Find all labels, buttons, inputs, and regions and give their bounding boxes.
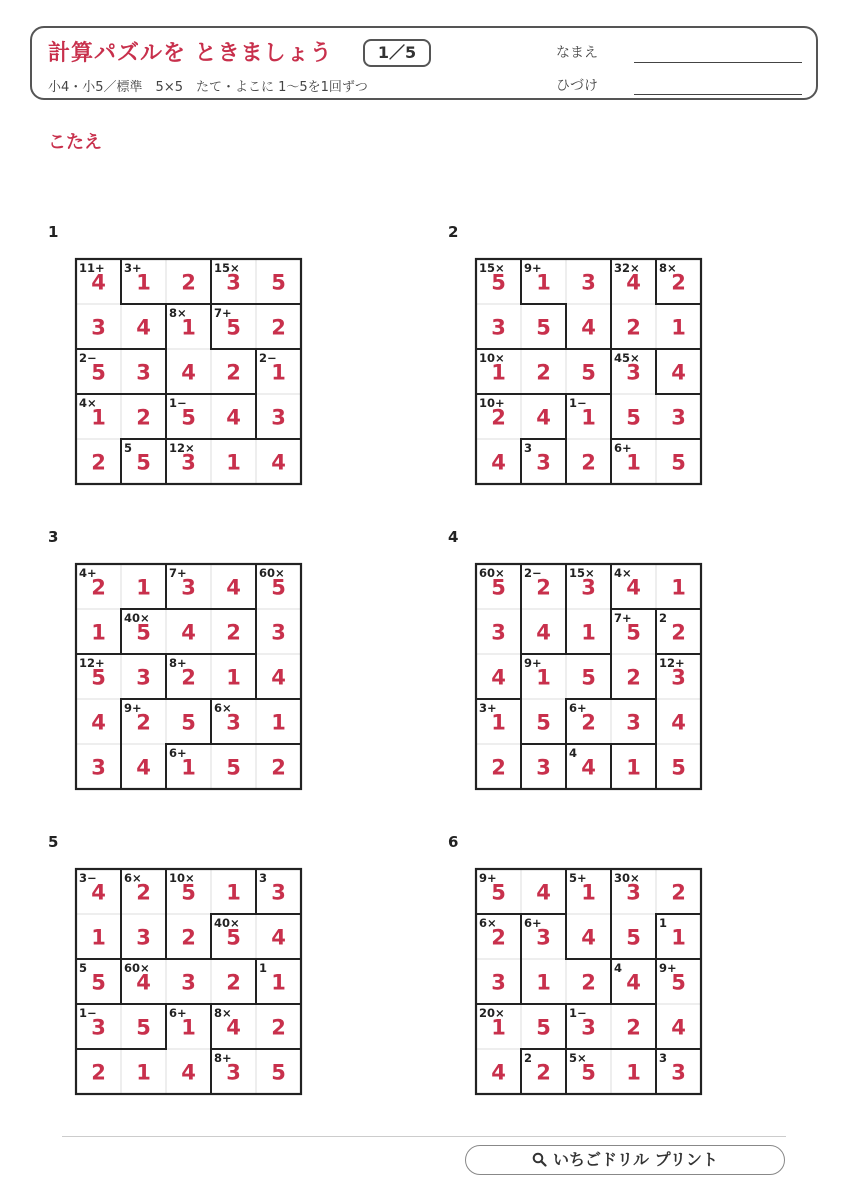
puzzle-grid <box>476 259 701 484</box>
answer-digit: 2 <box>671 270 686 295</box>
cage-clue: 10+ <box>479 396 505 410</box>
puzzle-grid <box>76 564 301 789</box>
answer-digit: 4 <box>181 620 196 645</box>
cage-clue: 6× <box>479 916 497 930</box>
answer-digit: 3 <box>536 450 551 475</box>
answer-digit: 4 <box>136 755 151 780</box>
cage-clue: 60× <box>259 566 285 580</box>
answer-digit: 4 <box>271 925 286 950</box>
puzzle-grid <box>476 564 701 789</box>
answer-digit: 3 <box>536 925 551 950</box>
answer-digit: 4 <box>536 405 551 430</box>
cage-clue: 12+ <box>79 656 105 670</box>
cage-clue: 7+ <box>614 611 632 625</box>
answer-digit: 1 <box>91 405 106 430</box>
cage-clue: 3− <box>79 871 97 885</box>
answer-digit: 4 <box>226 1015 241 1040</box>
answer-digit: 4 <box>226 405 241 430</box>
cage-clue: 6+ <box>169 746 187 760</box>
answer-digit: 3 <box>91 315 106 340</box>
answer-digit: 3 <box>271 620 286 645</box>
answer-digit: 5 <box>136 450 151 475</box>
answer-digit: 1 <box>136 270 151 295</box>
answer-digit: 1 <box>581 405 596 430</box>
answer-digit: 2 <box>491 925 506 950</box>
answer-digit: 1 <box>581 620 596 645</box>
answer-digit: 5 <box>91 970 106 995</box>
answer-digit: 2 <box>626 315 641 340</box>
puzzle-number: 2 <box>448 223 459 241</box>
answer-digit: 3 <box>91 755 106 780</box>
answer-digit: 1 <box>226 450 241 475</box>
answer-digit: 1 <box>536 970 551 995</box>
answer-digit: 5 <box>136 620 151 645</box>
cage-clue: 5 <box>124 441 133 455</box>
answer-digit: 2 <box>226 970 241 995</box>
header-box <box>30 26 818 100</box>
answer-digit: 2 <box>226 360 241 385</box>
answer-digit: 5 <box>491 880 506 905</box>
answer-digit: 5 <box>271 270 286 295</box>
cage-clue: 3 <box>259 871 268 885</box>
answer-digit: 3 <box>536 755 551 780</box>
puzzle-number: 3 <box>48 528 59 546</box>
answer-digit: 1 <box>271 970 286 995</box>
cage-clue: 1− <box>569 1006 587 1020</box>
answer-digit: 1 <box>491 1015 506 1040</box>
answer-digit: 4 <box>671 710 686 735</box>
answer-digit: 2 <box>271 755 286 780</box>
cage-clue: 1− <box>79 1006 97 1020</box>
date-line[interactable] <box>634 94 802 95</box>
answer-digit: 4 <box>536 880 551 905</box>
cage-clue: 4 <box>614 961 623 975</box>
answer-digit: 1 <box>491 710 506 735</box>
answer-digit: 5 <box>491 575 506 600</box>
answer-digit: 4 <box>91 710 106 735</box>
answer-digit: 2 <box>271 1015 286 1040</box>
cage-clue: 4× <box>614 566 632 580</box>
answer-digit: 5 <box>626 620 641 645</box>
cage-clue: 5× <box>569 1051 587 1065</box>
answer-digit: 2 <box>626 665 641 690</box>
cage-clue: 12+ <box>659 656 685 670</box>
answer-digit: 3 <box>581 575 596 600</box>
puzzle-number: 6 <box>448 833 459 851</box>
cage-clue: 10× <box>479 351 505 365</box>
answer-digit: 3 <box>91 1015 106 1040</box>
answer-digit: 3 <box>181 450 196 475</box>
cage-clue: 5+ <box>569 871 587 885</box>
cage-clue: 8+ <box>169 656 187 670</box>
answer-digit: 5 <box>226 925 241 950</box>
answer-digit: 1 <box>136 575 151 600</box>
cage-clue: 6+ <box>169 1006 187 1020</box>
answer-digit: 5 <box>271 575 286 600</box>
answer-digit: 3 <box>581 270 596 295</box>
answer-digit: 3 <box>626 880 641 905</box>
cage-clue: 1 <box>259 961 268 975</box>
answer-digit: 3 <box>491 315 506 340</box>
answer-digit: 2 <box>626 1015 641 1040</box>
answer-digit: 4 <box>491 1060 506 1085</box>
answer-digit: 5 <box>671 970 686 995</box>
footer-brand: いちごドリル プリント <box>553 1150 718 1169</box>
answer-digit: 3 <box>671 665 686 690</box>
answer-digit: 4 <box>226 575 241 600</box>
cage-clue: 2 <box>659 611 668 625</box>
answer-digit: 4 <box>671 360 686 385</box>
cage-clue: 1 <box>659 916 668 930</box>
cage-clue: 30× <box>614 871 640 885</box>
answer-digit: 2 <box>91 450 106 475</box>
cage-clue: 40× <box>214 916 240 930</box>
answer-digit: 4 <box>671 1015 686 1040</box>
page-badge: 1／5 <box>363 39 431 67</box>
answer-digit: 2 <box>671 880 686 905</box>
cage-clue: 15× <box>214 261 240 275</box>
cage-clue: 15× <box>479 261 505 275</box>
answer-digit: 3 <box>181 970 196 995</box>
answer-digit: 4 <box>136 315 151 340</box>
answer-digit: 1 <box>671 925 686 950</box>
answer-digit: 5 <box>491 270 506 295</box>
answer-digit: 2 <box>136 880 151 905</box>
answer-digit: 4 <box>91 270 106 295</box>
answer-digit: 5 <box>181 405 196 430</box>
cage-clue: 7+ <box>214 306 232 320</box>
answer-digit: 1 <box>136 1060 151 1085</box>
answer-digit: 2 <box>91 1060 106 1085</box>
cage-clue: 9+ <box>659 961 677 975</box>
answer-digit: 2 <box>181 665 196 690</box>
answer-digit: 3 <box>181 575 196 600</box>
answer-digit: 5 <box>536 710 551 735</box>
cage-clue: 2 <box>524 1051 533 1065</box>
cage-clue: 6+ <box>614 441 632 455</box>
answer-digit: 4 <box>271 665 286 690</box>
answer-digit: 5 <box>626 405 641 430</box>
answer-digit: 3 <box>491 970 506 995</box>
name-label: なまえ <box>556 45 598 61</box>
answer-digit: 3 <box>226 1060 241 1085</box>
answer-digit: 1 <box>581 880 596 905</box>
search-icon <box>532 1146 547 1174</box>
cage-clue: 3+ <box>124 261 142 275</box>
answer-digit: 3 <box>226 710 241 735</box>
answer-digit: 3 <box>226 270 241 295</box>
cage-clue: 6× <box>124 871 142 885</box>
cage-clue: 1− <box>169 396 187 410</box>
answer-digit: 4 <box>271 450 286 475</box>
cage-clue: 60× <box>124 961 150 975</box>
answer-digit: 2 <box>581 710 596 735</box>
answer-digit: 5 <box>271 1060 286 1085</box>
answer-digit: 4 <box>491 450 506 475</box>
answer-digit: 1 <box>181 1015 196 1040</box>
answer-digit: 5 <box>91 665 106 690</box>
puzzle-grid <box>76 869 301 1094</box>
answer-digit: 2 <box>181 925 196 950</box>
cage-clue: 40× <box>124 611 150 625</box>
cage-clue: 12× <box>169 441 195 455</box>
answer-digit: 1 <box>271 710 286 735</box>
puzzle-number: 4 <box>448 528 459 546</box>
answer-digit: 5 <box>136 1015 151 1040</box>
cage-clue: 8× <box>659 261 677 275</box>
answer-digit: 5 <box>181 710 196 735</box>
cage-clue: 3 <box>659 1051 668 1065</box>
answer-digit: 1 <box>91 620 106 645</box>
cage-clue: 1− <box>569 396 587 410</box>
puzzle-number: 1 <box>48 223 59 241</box>
answer-digit: 1 <box>626 450 641 475</box>
answer-digit: 4 <box>581 315 596 340</box>
answer-digit: 1 <box>536 665 551 690</box>
answer-digit: 4 <box>626 270 641 295</box>
cage-clue: 4 <box>569 746 578 760</box>
answer-digit: 3 <box>136 925 151 950</box>
answer-digit: 5 <box>536 1015 551 1040</box>
puzzle-number: 5 <box>48 833 59 851</box>
answer-digit: 3 <box>626 360 641 385</box>
cage-clue: 60× <box>479 566 505 580</box>
answer-digit: 2 <box>271 315 286 340</box>
answer-digit: 2 <box>136 710 151 735</box>
answer-digit: 2 <box>91 575 106 600</box>
cage-clue: 9+ <box>479 871 497 885</box>
answer-digit: 3 <box>626 710 641 735</box>
answer-digit: 2 <box>491 755 506 780</box>
answer-digit: 1 <box>181 755 196 780</box>
answer-digit: 4 <box>91 880 106 905</box>
answer-digit: 1 <box>671 575 686 600</box>
cage-clue: 15× <box>569 566 595 580</box>
cage-clue: 6× <box>214 701 232 715</box>
answer-label: こたえ <box>48 132 102 153</box>
cage-clue: 10× <box>169 871 195 885</box>
answer-digit: 1 <box>226 665 241 690</box>
answer-digit: 3 <box>271 880 286 905</box>
puzzle-grid <box>476 869 701 1094</box>
answer-digit: 4 <box>181 360 196 385</box>
answer-digit: 3 <box>136 360 151 385</box>
answer-digit: 4 <box>626 970 641 995</box>
answer-digit: 5 <box>626 925 641 950</box>
answer-digit: 2 <box>181 270 196 295</box>
cage-clue: 20× <box>479 1006 505 1020</box>
answer-digit: 4 <box>136 970 151 995</box>
answer-digit: 2 <box>581 450 596 475</box>
footer-divider <box>62 1136 786 1137</box>
answer-digit: 3 <box>581 1015 596 1040</box>
answer-digit: 1 <box>491 360 506 385</box>
answer-digit: 1 <box>536 270 551 295</box>
page-title: 計算パズルを ときましょう <box>48 41 333 66</box>
answer-digit: 1 <box>91 925 106 950</box>
answer-digit: 3 <box>271 405 286 430</box>
answer-digit: 3 <box>491 620 506 645</box>
cage-clue: 2− <box>524 566 542 580</box>
answer-digit: 1 <box>626 755 641 780</box>
answer-digit: 5 <box>226 315 241 340</box>
cage-clue: 9+ <box>524 261 542 275</box>
puzzle-grid <box>76 259 301 484</box>
answer-digit: 4 <box>491 665 506 690</box>
cage-clue: 7+ <box>169 566 187 580</box>
cage-clue: 2− <box>79 351 97 365</box>
answer-digit: 3 <box>671 1060 686 1085</box>
cage-clue: 5 <box>79 961 88 975</box>
cage-clue: 8× <box>169 306 187 320</box>
cage-clue: 2− <box>259 351 277 365</box>
answer-digit: 3 <box>671 405 686 430</box>
answer-digit: 1 <box>626 1060 641 1085</box>
cage-clue: 6+ <box>569 701 587 715</box>
answer-digit: 2 <box>536 575 551 600</box>
cage-clue: 6+ <box>524 916 542 930</box>
cage-clue: 45× <box>614 351 640 365</box>
answer-digit: 5 <box>581 360 596 385</box>
answer-digit: 5 <box>671 755 686 780</box>
cage-clue: 11+ <box>79 261 105 275</box>
answer-digit: 5 <box>91 360 106 385</box>
answer-digit: 2 <box>226 620 241 645</box>
answer-digit: 5 <box>226 755 241 780</box>
answer-digit: 3 <box>136 665 151 690</box>
footer-brand-button[interactable] <box>465 1145 785 1175</box>
cage-clue: 32× <box>614 261 640 275</box>
name-line[interactable] <box>634 62 802 63</box>
answer-digit: 1 <box>226 880 241 905</box>
answer-digit: 5 <box>536 315 551 340</box>
answer-digit: 1 <box>271 360 286 385</box>
answer-digit: 4 <box>581 925 596 950</box>
cage-clue: 3 <box>524 441 533 455</box>
answer-digit: 2 <box>536 360 551 385</box>
cage-clue: 4× <box>79 396 97 410</box>
answer-digit: 5 <box>581 1060 596 1085</box>
answer-digit: 2 <box>536 1060 551 1085</box>
answer-digit: 1 <box>181 315 196 340</box>
answer-digit: 5 <box>581 665 596 690</box>
cage-clue: 8× <box>214 1006 232 1020</box>
answer-digit: 2 <box>136 405 151 430</box>
answer-digit: 1 <box>671 315 686 340</box>
answer-digit: 4 <box>626 575 641 600</box>
answer-digit: 5 <box>181 880 196 905</box>
cage-clue: 9+ <box>524 656 542 670</box>
cage-clue: 8+ <box>214 1051 232 1065</box>
date-label: ひづけ <box>556 78 598 94</box>
answer-digit: 4 <box>181 1060 196 1085</box>
cage-clue: 4+ <box>79 566 97 580</box>
answer-digit: 4 <box>581 755 596 780</box>
answer-digit: 5 <box>671 450 686 475</box>
answer-digit: 4 <box>536 620 551 645</box>
subtitle: 小4・小5／標準 5×5 たて・よこに 1〜5を1回ずつ <box>48 80 368 95</box>
cage-clue: 9+ <box>124 701 142 715</box>
answer-digit: 2 <box>581 970 596 995</box>
cage-clue: 3+ <box>479 701 497 715</box>
answer-digit: 2 <box>491 405 506 430</box>
answer-digit: 2 <box>671 620 686 645</box>
